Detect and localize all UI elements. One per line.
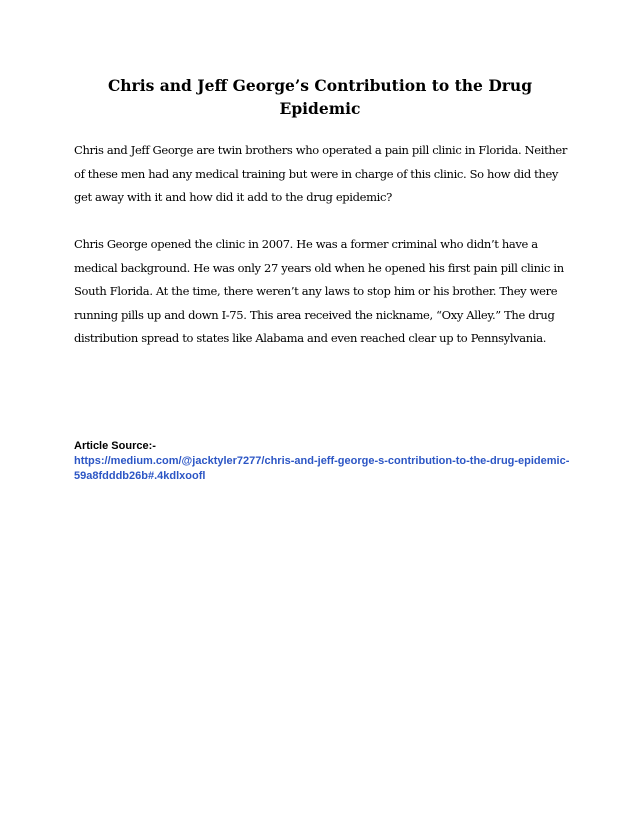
body-paragraph-1: Chris and Jeff George are twin brothers who operated a pain pill clinic in Florida. Neither of these men had any medical training but were in charge of this clinic. So how did they get away with it and how did it add to the drug epidemic?: [74, 143, 567, 204]
body-paragraph-2: Chris George opened the clinic in 2007. He was a former criminal who didn’t have a medical background. He was only 27 years old when he opened his first pain pill clinic in South Florida. At the time, there weren’t any laws to stop him or his brother. They were running pills up and down I-75. This area received the nickname, “Oxy Alley.” The drug distribution spread to states like Alabama and even reached clear up to Pennsylvania.: [74, 237, 564, 345]
article-source-link[interactable]: https://medium.com/@jacktyler7277/chris-and-jeff-george-s-contribution-to-the-drug-epidemic-59a8fdddb26b#.4kdlxoofl: [74, 455, 570, 482]
article-source: [74, 439, 574, 484]
document-title: Chris and Jeff George’s Contribution to the Drug Epidemic: [107, 76, 533, 118]
article-source-label: Article Source:-: [74, 440, 156, 452]
